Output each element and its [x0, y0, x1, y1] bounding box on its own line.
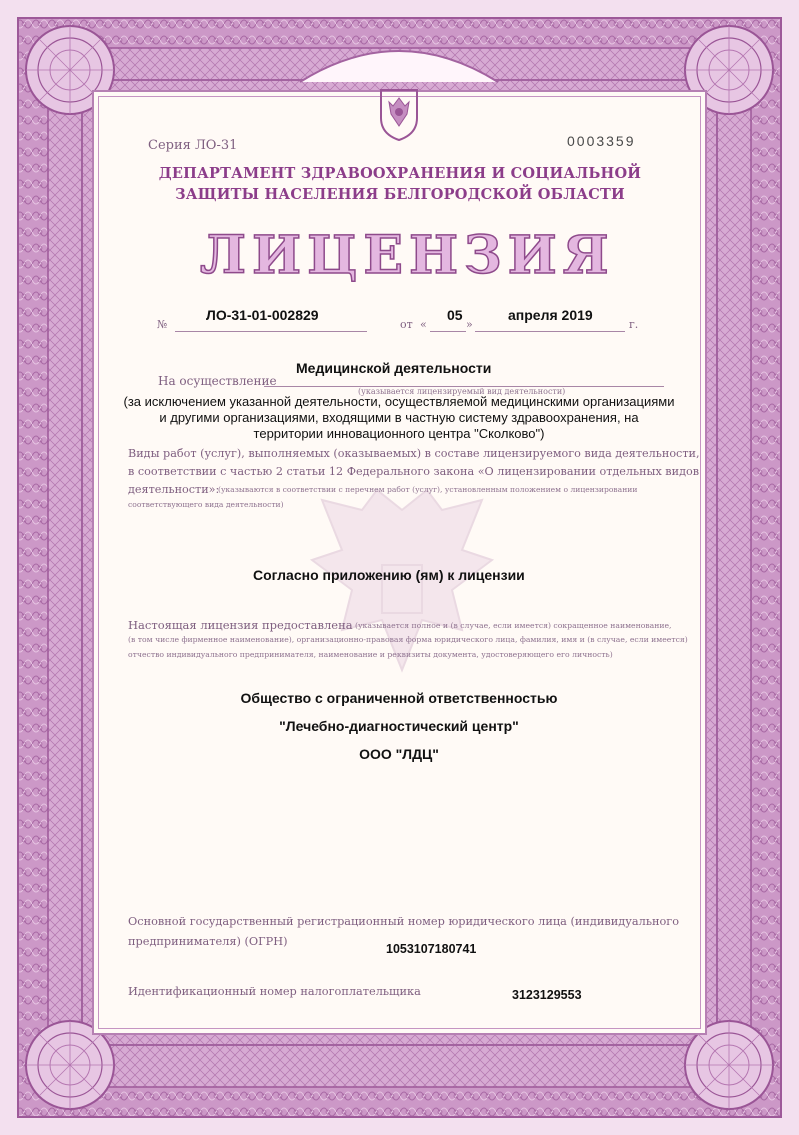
double-headed-eagle-watermark [282, 470, 522, 700]
grantee-name-line3: ООО "ЛДЦ" [359, 746, 439, 762]
activity-value: Медицинской деятельности [296, 360, 492, 376]
year-suffix: г. [629, 318, 639, 331]
works-value: Согласно приложению (ям) к лицензии [253, 567, 525, 583]
grantee-label: Настоящая лицензия предоставлена [128, 618, 353, 632]
grantee-hint3: отчество индивидуального предпринимателя, наименование и реквизиты документа, удостоверяющего его личность) [128, 650, 613, 659]
works-line3-hint: (указываются в соответствии с перечнем работ (услуг), установленным положением о лицензировании [218, 485, 638, 494]
license-day: 05 [447, 307, 463, 323]
department-line2: ЗАЩИТЫ НАСЕЛЕНИЯ БЕЛГОРОДСКОЙ ОБЛАСТИ [175, 186, 625, 203]
works-line4-hint: соответствующего вида деятельности) [128, 500, 284, 509]
activity-note-line1: (за исключением указанной деятельности, осуществляемой медицинскими организациями [123, 394, 675, 409]
license-number: ЛО-31-01-002829 [206, 307, 319, 323]
grantee-name-line2: "Лечебно-диагностический центр" [279, 718, 519, 734]
grantee-name-line1: Общество с ограниченной ответственностью [240, 690, 558, 706]
date-from-label: от [400, 318, 413, 331]
page-title: ЛИЦЕНЗИЯ [200, 225, 615, 286]
ogrn-label-line2: предпринимателя) (ОГРН) [128, 935, 288, 948]
inn-value: 3123129553 [512, 988, 582, 1002]
activity-hint: (указывается лицензируемый вид деятельности) [358, 387, 566, 396]
grantee-hint2: (в том числе фирменное наименование), организационно-правовая форма юридического лица, фамилия, имя и (в случае, если имеется) [128, 635, 688, 644]
department-line1: ДЕПАРТАМЕНТ ЗДРАВООХРАНЕНИЯ И СОЦИАЛЬНОЙ [158, 165, 642, 182]
ogrn-label-line1: Основной государственный регистрационный номер юридического лица (индивидуального [128, 915, 680, 928]
coat-of-arms-icon [369, 84, 429, 144]
number-label: № [157, 318, 168, 331]
works-line3-main: деятельности»: [128, 483, 220, 496]
activity-label: На осуществление [158, 374, 277, 388]
grantee-hint1: (указывается полное и (в случае, если имеется) сокращенное наименование, [355, 621, 672, 630]
license-month-year: апреля 2019 [508, 307, 593, 323]
activity-note-line2: и другими организациями, входящими в частную систему здравоохранения, на [159, 410, 639, 425]
works-line1: Виды работ (услуг), выполняемых (оказываемых) в составе лицензируемого вида деятельности, [128, 447, 700, 460]
date-quote-close: » [466, 318, 473, 331]
series-label: Серия ЛО-31 [148, 138, 238, 153]
activity-note-line3: территории инновационного центра "Сколково") [253, 426, 545, 441]
serial-number: 0003359 [567, 133, 636, 149]
ogrn-value: 1053107180741 [386, 942, 477, 956]
works-line2: в соответствии с частью 2 статьи 12 Федерального закона «О лицензировании отдельных видов [128, 465, 699, 478]
inn-label: Идентификационный номер налогоплательщика [128, 985, 421, 998]
date-quote-open: « [420, 318, 427, 331]
